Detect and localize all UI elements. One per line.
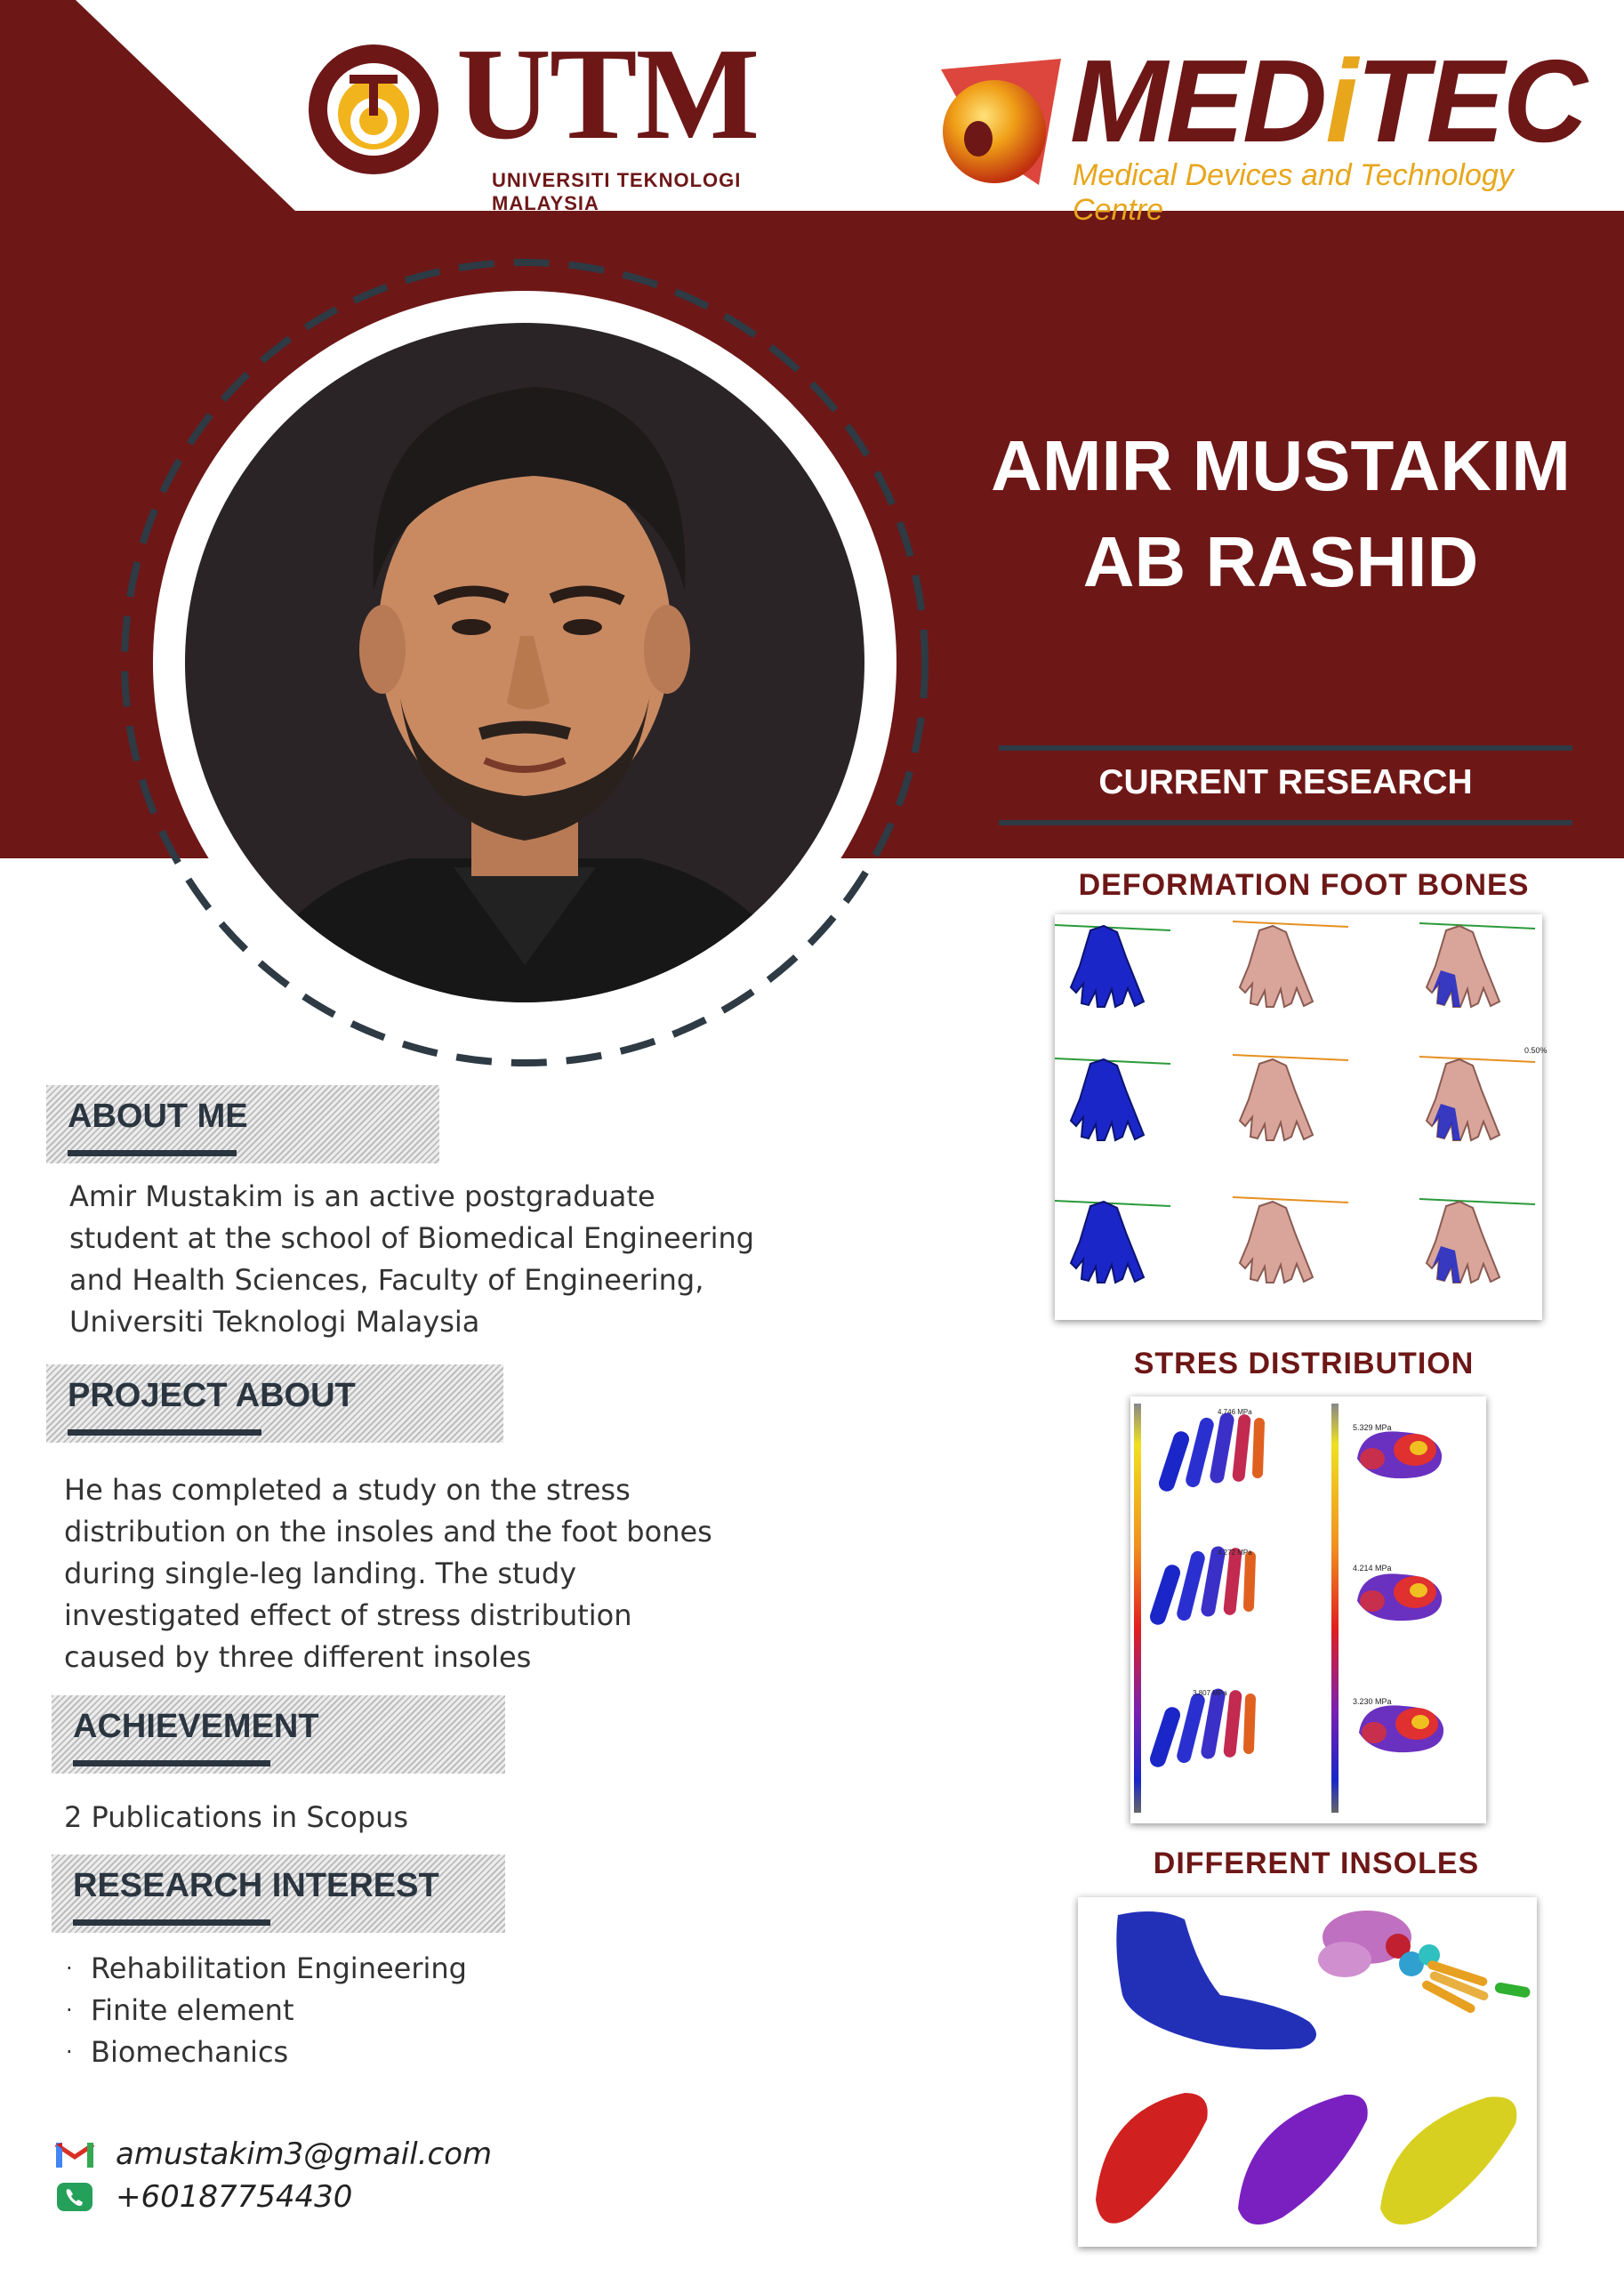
divider-bottom <box>999 820 1572 825</box>
gmail-icon <box>55 2139 94 2169</box>
deformation-title: DEFORMATION FOOT BONES <box>1078 868 1530 902</box>
email-address[interactable]: amustakim3@gmail.com <box>116 2136 493 2172</box>
bullet-icon: · <box>66 1998 73 2023</box>
deformation-row-3 <box>1055 1197 1535 1283</box>
phone-contact[interactable] <box>55 2179 352 2215</box>
stress-label-3: 3.807 MPa <box>1193 1689 1227 1697</box>
list-item <box>64 2032 598 2073</box>
project-about-heading: PROJECT ABOUT <box>68 1377 356 1414</box>
insole-red <box>1096 2093 1208 2224</box>
stress-scale-right <box>1331 1404 1339 1813</box>
deformation-row-1 <box>1055 921 1535 1007</box>
utm-wordmark: UTM <box>456 21 759 167</box>
deformation-row-2 <box>1055 1055 1535 1140</box>
insoles-title: DIFFERENT INSOLES <box>1153 1847 1480 1880</box>
research-interest-heading: RESEARCH INTEREST <box>73 1867 439 1904</box>
meditec-i: i <box>1325 36 1357 166</box>
insole-purple <box>1238 2095 1368 2225</box>
about-me-header <box>46 1085 439 1163</box>
achievement-underline <box>73 1760 270 1766</box>
list-item <box>64 1948 598 1990</box>
utm-seal-icon <box>307 43 440 176</box>
project-about-underline <box>68 1429 261 1436</box>
corner-wedge <box>0 0 302 213</box>
profile-name <box>978 418 1583 610</box>
foot-model <box>1116 1911 1316 2049</box>
different-insoles-figure <box>1078 1897 1537 2247</box>
research-interest-header <box>52 1855 505 1933</box>
about-me-underline <box>68 1150 237 1156</box>
research-interest-list <box>64 1948 598 2073</box>
stress-title: STRES DISTRIBUTION <box>1133 1347 1475 1380</box>
achievement-heading: ACHIEVEMENT <box>73 1708 319 1745</box>
bullet-icon: · <box>66 2040 73 2064</box>
achievement-text: 2 Publications in Scopus <box>64 1800 409 1834</box>
utm-logo <box>307 21 814 214</box>
email-contact[interactable] <box>55 2136 492 2172</box>
foot-bones-model <box>1318 1911 1531 2015</box>
phone-number[interactable]: +60187754430 <box>116 2179 353 2215</box>
stress-scale-left <box>1134 1404 1141 1813</box>
meditec-subtitle: Medical Devices and Technology Centre <box>1073 158 1514 227</box>
current-research-heading: CURRENT RESEARCH <box>1098 763 1473 801</box>
meditec-prefix: MED <box>1070 36 1326 166</box>
about-me-text: Amir Mustakim is an active postgraduate student at the school of Biomedical Engineering and Health Sciences, Faculty of Engineering, Universiti Teknologi Malaysia <box>69 1179 755 1339</box>
interest-item: Rehabilitation Engineering <box>91 1951 467 1985</box>
stress-label-4: 5.329 MPa <box>1353 1423 1392 1432</box>
stress-label-1: 4.746 MPa <box>1218 1408 1252 1416</box>
stress-label-2: 4.272 MPa <box>1218 1549 1252 1557</box>
deformation-foot-bones-figure <box>1055 914 1548 1320</box>
stress-label-6: 3.230 MPa <box>1353 1697 1392 1706</box>
phone-icon <box>55 2181 94 2213</box>
about-me-heading: ABOUT ME <box>68 1098 248 1135</box>
interest-item: Biomechanics <box>91 2035 289 2069</box>
divider-top <box>999 745 1572 751</box>
name-line-2: AB RASHID <box>1082 522 1479 601</box>
list-item <box>64 1990 598 2032</box>
meditec-wordmark <box>1070 36 1587 166</box>
meditec-logo <box>932 36 1587 227</box>
achievement-header <box>52 1695 505 1774</box>
interest-item: Finite element <box>91 1993 294 2027</box>
stress-label-5: 4.214 MPa <box>1353 1564 1392 1573</box>
stress-distribution-figure <box>1130 1396 1486 1823</box>
utm-full-name: UNIVERSITI TEKNOLOGI MALAYSIA <box>492 169 742 214</box>
profile-photo <box>116 253 934 1072</box>
research-interest-underline <box>73 1919 270 1926</box>
insole-yellow <box>1380 2096 1516 2225</box>
meditec-sphere-icon <box>932 52 1065 194</box>
project-about-header <box>46 1364 503 1443</box>
deformation-annotation: 0.50% <box>1524 1046 1548 1055</box>
project-about-text: He has completed a study on the stress distribution on the insoles and the foot bones during single-leg landing. The study investigated effect of stress distribution caused by three different insoles <box>64 1473 712 1674</box>
meditec-suffix: TEC <box>1356 36 1587 166</box>
name-line-1: AMIR MUSTAKIM <box>991 426 1571 505</box>
bullet-icon: · <box>66 1956 73 1981</box>
